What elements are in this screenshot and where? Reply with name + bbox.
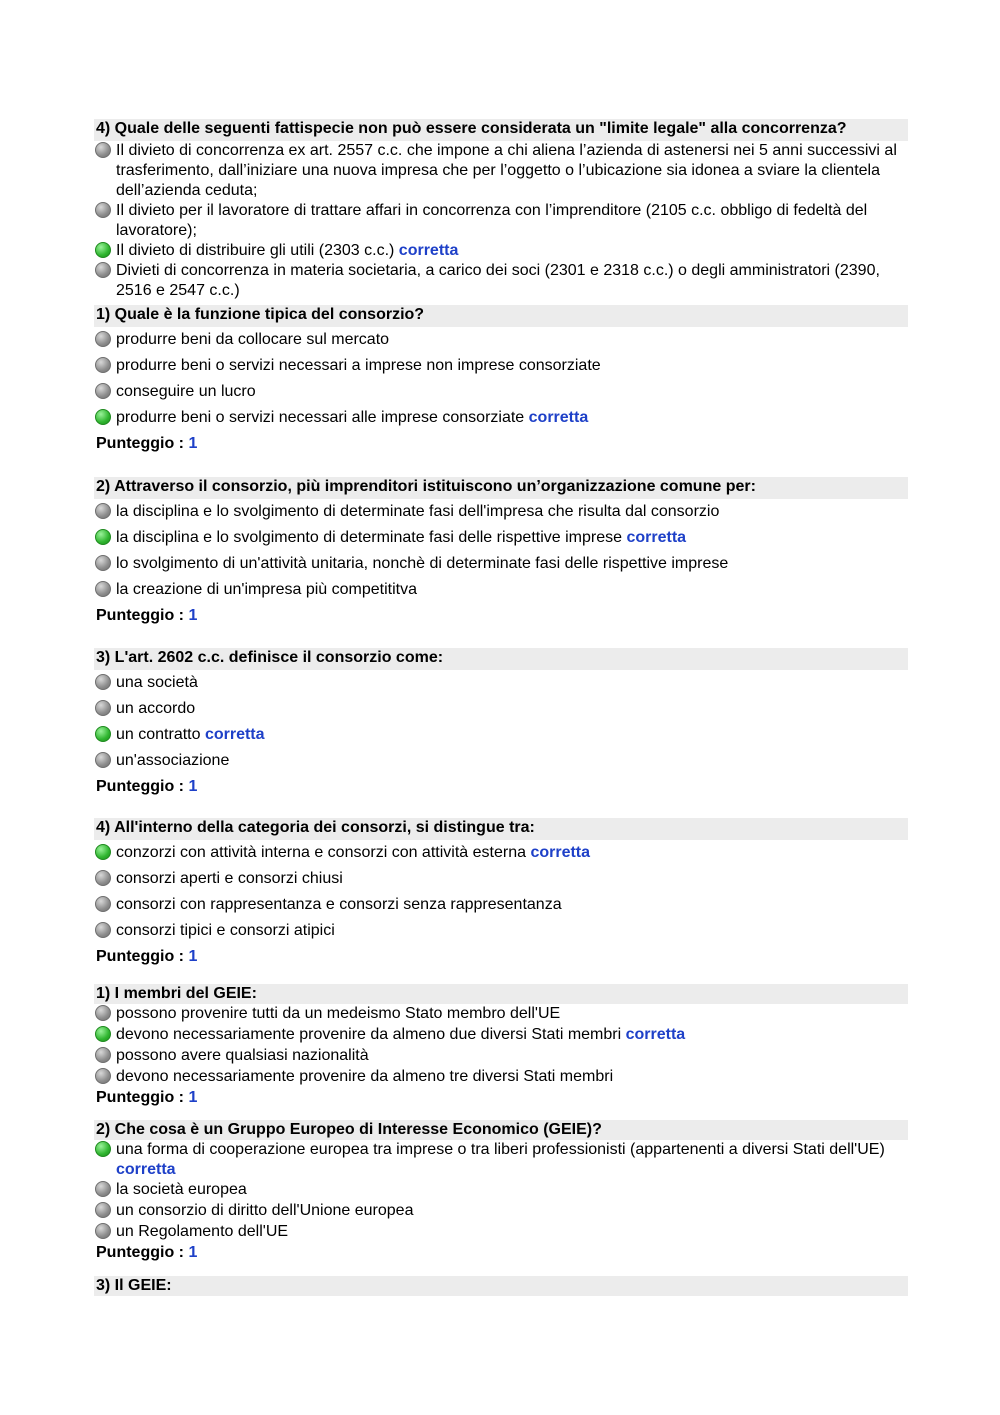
option-text: una società — [116, 674, 198, 691]
radio-unselected-icon — [95, 674, 111, 690]
score-label: Punteggio : — [96, 1089, 189, 1106]
question-block — [94, 1120, 908, 1263]
radio-unselected-icon — [95, 503, 111, 519]
radio-unselected-icon — [95, 142, 111, 158]
option-text: conseguire un lucro — [116, 383, 256, 400]
answer-option[interactable] — [94, 379, 908, 405]
radio-unselected-icon — [95, 357, 111, 373]
score-line — [94, 1243, 908, 1263]
question-title: 4) All'interno della categoria dei consorzi, si distingue tra: — [94, 818, 908, 840]
option-text: la disciplina e lo svolgimento di determinate fasi dell'impresa che risulta dal consorzio — [116, 503, 720, 520]
question-block — [94, 1276, 908, 1296]
radio-unselected-icon — [95, 700, 111, 716]
radio-unselected-icon — [95, 331, 111, 347]
answer-option[interactable] — [94, 1004, 908, 1025]
radio-unselected-icon — [95, 383, 111, 399]
radio-unselected-icon — [95, 1223, 111, 1239]
question-title: 4) Quale delle seguenti fattispecie non può essere considerata un "limite legale" alla concorrenza? — [94, 119, 908, 141]
answer-option[interactable] — [94, 696, 908, 722]
option-text: conzorzi con attività interna e consorzi con attività esterna — [116, 844, 526, 861]
answer-option[interactable] — [94, 1180, 908, 1201]
question-block — [94, 119, 908, 301]
answer-option[interactable] — [94, 241, 908, 261]
correct-label: corretta — [528, 409, 589, 426]
answer-option[interactable] — [94, 840, 908, 866]
answer-option[interactable] — [94, 1222, 908, 1243]
option-text: consorzi tipici e consorzi atipici — [116, 922, 335, 939]
question-title: 3) L'art. 2602 c.c. definisce il consorzio come: — [94, 648, 908, 670]
answer-option[interactable] — [94, 551, 908, 577]
question-block — [94, 648, 908, 800]
score-value: 1 — [188, 778, 198, 795]
option-text: un'associazione — [116, 752, 230, 769]
radio-unselected-icon — [95, 1068, 111, 1084]
option-text: devono necessariamente provenire da almeno tre diversi Stati membri — [116, 1068, 614, 1085]
score-value: 1 — [188, 607, 198, 624]
option-text: Il divieto per il lavoratore di trattare affari in concorrenza con l’imprenditore (2105 c.c. obbligo di fedeltà del lavoratore); — [116, 202, 868, 239]
score-label: Punteggio : — [96, 435, 189, 452]
option-text: un accordo — [116, 700, 196, 717]
answer-option[interactable] — [94, 748, 908, 774]
option-text: la disciplina e lo svolgimento di determinate fasi delle rispettive imprese — [116, 529, 623, 546]
option-text: la creazione di un'impresa più competititva — [116, 581, 417, 598]
answer-option[interactable] — [94, 670, 908, 696]
radio-correct-icon — [95, 1026, 111, 1042]
correct-label: corretta — [116, 1161, 176, 1178]
option-text: una forma di cooperazione europea tra imprese o tra liberi professionisti (appartenenti a diversi Stati dell'UE) — [116, 1141, 885, 1158]
option-text: un contratto — [116, 726, 201, 743]
radio-unselected-icon — [95, 581, 111, 597]
radio-correct-icon — [95, 844, 111, 860]
question-block — [94, 984, 908, 1108]
score-label: Punteggio : — [96, 948, 189, 965]
radio-unselected-icon — [95, 262, 111, 278]
option-text: Il divieto di concorrenza ex art. 2557 c.c. che impone a chi aliena l’azienda di astenersi nei 5 anni successivi al trasferimento, dall’iniziare una nuova impresa che per l’oggetto o l’ubicazione sia idonea a sviare la clientela dell’azienda ceduta; — [116, 142, 897, 199]
answer-option[interactable] — [94, 353, 908, 379]
correct-label: corretta — [625, 1026, 686, 1043]
answer-option[interactable] — [94, 1025, 908, 1046]
correct-label: corretta — [530, 844, 591, 861]
score-value: 1 — [188, 1089, 198, 1106]
answer-option[interactable] — [94, 405, 908, 431]
radio-unselected-icon — [95, 1181, 111, 1197]
question-title: 1) I membri del GEIE: — [94, 984, 908, 1004]
radio-correct-icon — [95, 1141, 111, 1157]
correct-label: corretta — [398, 242, 459, 259]
score-line — [94, 603, 908, 629]
answer-option[interactable] — [94, 1067, 908, 1088]
answer-option[interactable] — [94, 327, 908, 353]
option-text: possono provenire tutti da un medeismo Stato membro dell'UE — [116, 1005, 561, 1022]
radio-unselected-icon — [95, 555, 111, 571]
radio-unselected-icon — [95, 1005, 111, 1021]
score-label: Punteggio : — [96, 1244, 189, 1261]
answer-option[interactable] — [94, 141, 908, 201]
score-label: Punteggio : — [96, 607, 189, 624]
option-text: produrre beni o servizi necessari a imprese non imprese consorziate — [116, 357, 601, 374]
score-value: 1 — [188, 435, 198, 452]
radio-unselected-icon — [95, 1202, 111, 1218]
answer-option[interactable] — [94, 577, 908, 603]
radio-unselected-icon — [95, 922, 111, 938]
question-title: 1) Quale è la funzione tipica del consorzio? — [94, 305, 908, 327]
option-text: possono avere qualsiasi nazionalità — [116, 1047, 369, 1064]
answer-option[interactable] — [94, 1201, 908, 1222]
option-text: un consorzio di diritto dell'Unione europea — [116, 1202, 414, 1219]
radio-correct-icon — [95, 726, 111, 742]
radio-correct-icon — [95, 529, 111, 545]
radio-unselected-icon — [95, 202, 111, 218]
option-text: produrre beni da collocare sul mercato — [116, 331, 390, 348]
score-label: Punteggio : — [96, 778, 189, 795]
radio-unselected-icon — [95, 870, 111, 886]
question-title: 2) Che cosa è un Gruppo Europeo di Interesse Economico (GEIE)? — [94, 1120, 908, 1140]
option-text: un Regolamento dell'UE — [116, 1223, 289, 1240]
radio-correct-icon — [95, 409, 111, 425]
score-line — [94, 944, 908, 970]
option-text: la società europea — [116, 1181, 247, 1198]
option-text: lo svolgimento di un'attività unitaria, nonchè di determinate fasi delle rispettive imprese — [116, 555, 729, 572]
question-title: 3) Il GEIE: — [94, 1276, 908, 1296]
answer-option[interactable] — [94, 722, 908, 748]
answer-option[interactable] — [94, 1046, 908, 1067]
answer-option[interactable] — [94, 892, 908, 918]
radio-unselected-icon — [95, 1047, 111, 1063]
question-block — [94, 477, 908, 629]
question-title: 2) Attraverso il consorzio, più imprenditori istituiscono un’organizzazione comune per: — [94, 477, 908, 499]
radio-correct-icon — [95, 242, 111, 258]
score-value: 1 — [188, 948, 198, 965]
answer-option[interactable] — [94, 261, 908, 301]
option-text: Divieti di concorrenza in materia societaria, a carico dei soci (2301 e 2318 c.c.) o degli amministratori (2390, 2516 e 2547 c.c.) — [116, 262, 880, 299]
score-line — [94, 431, 908, 457]
score-value: 1 — [188, 1244, 198, 1261]
option-text: produrre beni o servizi necessari alle imprese consorziate — [116, 409, 525, 426]
radio-unselected-icon — [95, 752, 111, 768]
question-block — [94, 305, 908, 457]
answer-option[interactable] — [94, 918, 908, 944]
answer-option[interactable] — [94, 1140, 908, 1180]
correct-label: corretta — [626, 529, 687, 546]
question-block — [94, 818, 908, 970]
option-text: Il divieto di distribuire gli utili (2303 c.c.) — [116, 242, 395, 259]
radio-unselected-icon — [95, 896, 111, 912]
answer-option[interactable] — [94, 499, 908, 525]
correct-label: corretta — [204, 726, 265, 743]
answer-option[interactable] — [94, 525, 908, 551]
answer-option[interactable] — [94, 866, 908, 892]
option-text: devono necessariamente provenire da almeno due diversi Stati membri — [116, 1026, 622, 1043]
option-text: consorzi con rappresentanza e consorzi senza rappresentanza — [116, 896, 562, 913]
option-text: consorzi aperti e consorzi chiusi — [116, 870, 343, 887]
score-line — [94, 774, 908, 800]
score-line — [94, 1088, 908, 1108]
answer-option[interactable] — [94, 201, 908, 241]
